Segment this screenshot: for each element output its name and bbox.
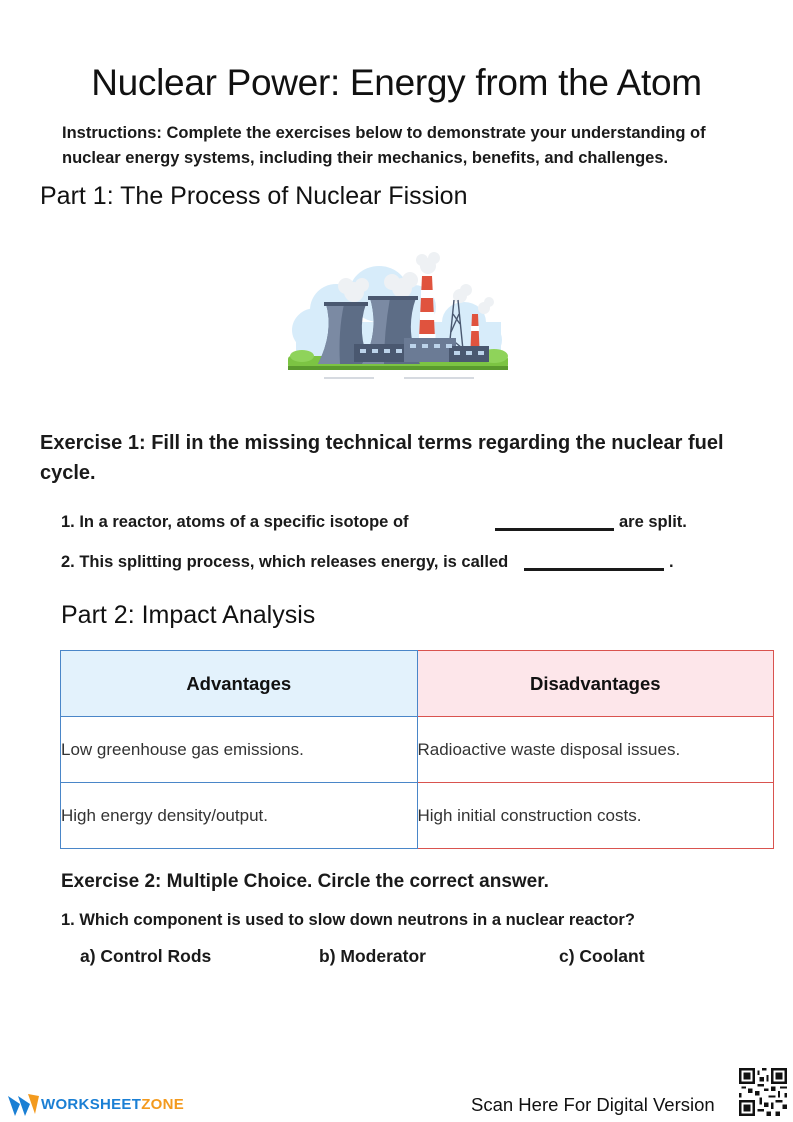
logo-zone: ZONE (141, 1096, 185, 1113)
fill-blank-2[interactable] (524, 568, 664, 571)
advantage-cell: High energy density/output. (61, 783, 418, 849)
scan-text: Scan Here For Digital Version (471, 1094, 715, 1115)
logo-worksheet: WORKSHEET (41, 1096, 142, 1113)
disadvantage-cell: High initial construction costs. (417, 783, 774, 849)
question2-text: 2. This splitting process, which releases energy, is called (61, 553, 509, 571)
part1-heading: Part 1: The Process of Nuclear Fission (40, 182, 468, 210)
impact-analysis-table (60, 650, 774, 849)
qr-code-icon[interactable] (739, 1068, 787, 1116)
exercise1-heading: Exercise 1: Fill in the missing technical terms regarding the nuclear fuel cycle. (40, 432, 724, 484)
advantages-header: Advantages (61, 651, 418, 717)
disadvantages-header: Disadvantages (417, 651, 774, 717)
option-c[interactable]: c) Coolant (559, 946, 645, 966)
table-row (61, 717, 774, 783)
part2-heading: Part 2: Impact Analysis (61, 601, 316, 629)
instructions-text: Instructions: Complete the exercises below to demonstrate your understanding of nuclear energy systems, including their mechanics, benefits, and challenges. (62, 124, 706, 167)
fill-blank-1[interactable] (495, 528, 614, 531)
table-row (61, 783, 774, 849)
mcq-question: 1. Which component is used to slow down neutrons in a nuclear reactor? (61, 911, 635, 929)
question1-text: 1. In a reactor, atoms of a specific isotope of (61, 513, 409, 531)
brand-logo-text (41, 1096, 184, 1113)
worksheetzone-logo-icon (6, 1090, 40, 1120)
disadvantage-cell: Radioactive waste disposal issues. (417, 717, 774, 783)
option-a[interactable]: a) Control Rods (80, 946, 212, 966)
question1-suffix: are split. (619, 513, 687, 531)
question2-suffix: . (669, 553, 674, 571)
page-title: Nuclear Power: Energy from the Atom (91, 62, 702, 103)
nuclear-power-plant-icon (284, 252, 512, 384)
advantage-cell: Low greenhouse gas emissions. (61, 717, 418, 783)
option-b[interactable]: b) Moderator (319, 946, 426, 966)
exercise2-heading: Exercise 2: Multiple Choice. Circle the correct answer. (61, 871, 549, 892)
